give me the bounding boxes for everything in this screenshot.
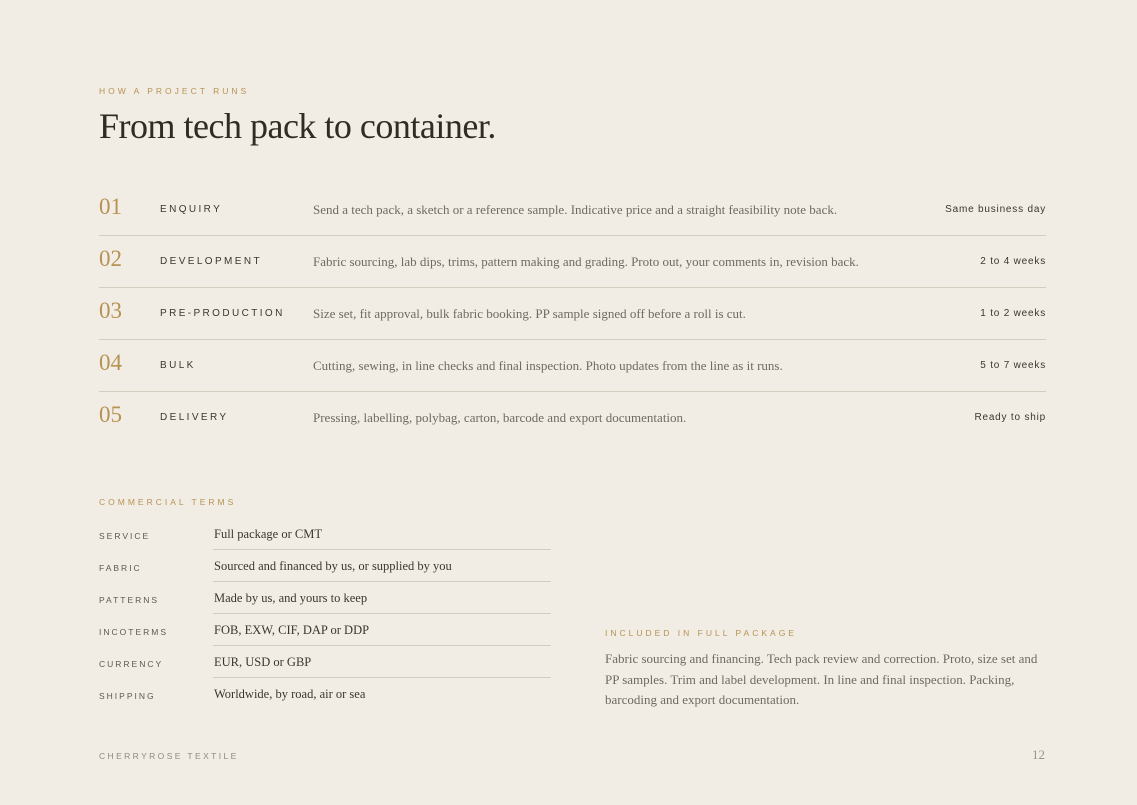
step-name: DEVELOPMENT bbox=[160, 256, 262, 267]
step-number: 05 bbox=[99, 402, 122, 427]
step-name: DELIVERY bbox=[160, 412, 229, 423]
term-row bbox=[99, 518, 551, 550]
page-title: From tech pack to container. bbox=[99, 106, 496, 146]
section-kicker: HOW A PROJECT RUNS bbox=[99, 86, 250, 96]
step-name: ENQUIRY bbox=[160, 204, 223, 215]
process-step bbox=[99, 340, 1046, 392]
term-row bbox=[99, 646, 551, 678]
included-description: Fabric sourcing and financing. Tech pack review and correction. Proto, size set and PP samples. Trim and label development. In line and final inspection. Packing, barcoding and export documentation. bbox=[605, 651, 1038, 707]
term-row bbox=[99, 582, 551, 614]
step-number: 03 bbox=[99, 298, 122, 323]
term-row bbox=[99, 550, 551, 582]
included-kicker: INCLUDED IN FULL PACKAGE bbox=[605, 628, 797, 638]
step-description: Size set, fit approval, bulk fabric booking. PP sample signed off before a roll is cut. bbox=[313, 305, 746, 321]
step-number: 04 bbox=[99, 350, 122, 375]
process-step bbox=[99, 184, 1046, 236]
process-step bbox=[99, 392, 1046, 443]
step-description: Send a tech pack, a sketch or a reference sample. Indicative price and a straight feasibility note back. bbox=[313, 201, 838, 217]
term-label: FABRIC bbox=[99, 562, 142, 573]
term-value: Made by us, and yours to keep bbox=[214, 590, 368, 605]
term-row bbox=[99, 614, 551, 646]
step-number: 02 bbox=[99, 246, 122, 271]
step-number: 01 bbox=[99, 194, 122, 219]
commercial-terms-table bbox=[99, 518, 551, 710]
process-steps-list bbox=[99, 184, 1046, 443]
term-value: EUR, USD or GBP bbox=[214, 654, 312, 669]
step-name: PRE-PRODUCTION bbox=[160, 308, 285, 319]
term-label: INCOTERMS bbox=[99, 626, 168, 637]
step-duration: 5 to 7 weeks bbox=[980, 360, 1046, 371]
step-duration: Ready to ship bbox=[974, 412, 1046, 423]
process-step bbox=[99, 236, 1046, 288]
page-number: 12 bbox=[1032, 747, 1045, 762]
process-step bbox=[99, 288, 1046, 340]
term-row bbox=[99, 678, 551, 710]
term-label: SERVICE bbox=[99, 530, 151, 541]
term-value: FOB, EXW, CIF, DAP or DDP bbox=[214, 622, 370, 637]
step-duration: 2 to 4 weeks bbox=[980, 256, 1046, 267]
term-value: Full package or CMT bbox=[214, 526, 322, 541]
term-value: Worldwide, by road, air or sea bbox=[214, 686, 366, 701]
term-value: Sourced and financed by us, or supplied by you bbox=[214, 558, 452, 573]
step-name: BULK bbox=[160, 360, 196, 371]
step-description: Pressing, labelling, polybag, carton, barcode and export documentation. bbox=[313, 409, 687, 425]
step-duration: 1 to 2 weeks bbox=[980, 308, 1046, 319]
step-description: Cutting, sewing, in line checks and final inspection. Photo updates from the line as it runs. bbox=[313, 357, 783, 373]
term-label: CURRENCY bbox=[99, 658, 164, 669]
term-label: SHIPPING bbox=[99, 690, 156, 701]
step-duration: Same business day bbox=[945, 204, 1046, 215]
terms-kicker: COMMERCIAL TERMS bbox=[99, 497, 237, 507]
step-description: Fabric sourcing, lab dips, trims, pattern making and grading. Proto out, your comments in, revision back. bbox=[313, 253, 859, 269]
footer-brand: CHERRYROSE TEXTILE bbox=[99, 751, 239, 761]
term-label: PATTERNS bbox=[99, 594, 160, 605]
